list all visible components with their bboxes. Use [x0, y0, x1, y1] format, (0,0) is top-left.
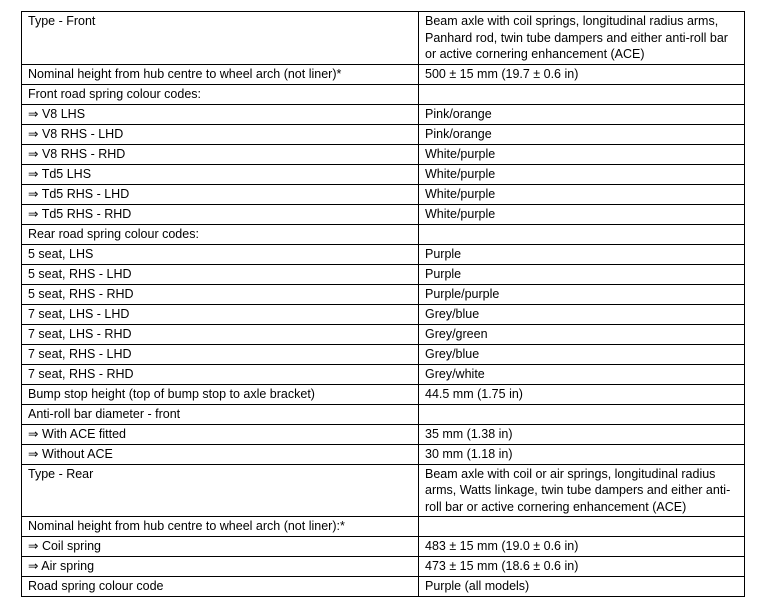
spec-value-cell: Grey/white	[419, 364, 745, 384]
spec-label-cell: Road spring colour code	[22, 577, 419, 597]
spec-value-cell: White/purple	[419, 184, 745, 204]
table-row	[22, 124, 745, 144]
spec-value-cell: Purple/purple	[419, 284, 745, 304]
spec-label-cell: Front road spring colour codes:	[22, 84, 419, 104]
spec-value-cell: Purple	[419, 244, 745, 264]
spec-label-cell: ⇒ Td5 LHS	[22, 164, 419, 184]
spec-value-cell: Grey/blue	[419, 344, 745, 364]
table-row	[22, 444, 745, 464]
table-row	[22, 324, 745, 344]
spec-value-cell: White/purple	[419, 164, 745, 184]
table-row	[22, 464, 745, 517]
spec-value-cell: White/purple	[419, 204, 745, 224]
table-row	[22, 12, 745, 65]
spec-value-cell: 483 ± 15 mm (19.0 ± 0.6 in)	[419, 537, 745, 557]
spec-value-cell: Purple (all models)	[419, 577, 745, 597]
table-row	[22, 204, 745, 224]
table-row	[22, 344, 745, 364]
spec-label-cell: ⇒ Td5 RHS - RHD	[22, 204, 419, 224]
spec-label-cell: 7 seat, LHS - LHD	[22, 304, 419, 324]
spec-label-cell: 7 seat, RHS - RHD	[22, 364, 419, 384]
spec-label-cell: ⇒ With ACE fitted	[22, 424, 419, 444]
spec-value-cell: White/purple	[419, 144, 745, 164]
table-row	[22, 224, 745, 244]
spec-label-cell: Nominal height from hub centre to wheel arch (not liner):*	[22, 517, 419, 537]
spec-label-cell: Type - Front	[22, 12, 419, 65]
table-row	[22, 537, 745, 557]
specification-table	[21, 11, 745, 597]
specification-table-body	[22, 12, 745, 597]
table-row	[22, 284, 745, 304]
table-row	[22, 144, 745, 164]
table-row	[22, 424, 745, 444]
table-row	[22, 557, 745, 577]
spec-value-cell: 44.5 mm (1.75 in)	[419, 384, 745, 404]
spec-value-cell: 473 ± 15 mm (18.6 ± 0.6 in)	[419, 557, 745, 577]
spec-label-cell: 5 seat, LHS	[22, 244, 419, 264]
spec-label-cell: ⇒ Coil spring	[22, 537, 419, 557]
spec-label-cell: ⇒ Without ACE	[22, 444, 419, 464]
spec-value-cell: Purple	[419, 264, 745, 284]
spec-label-cell: ⇒ Td5 RHS - LHD	[22, 184, 419, 204]
spec-value-cell: Beam axle with coil springs, longitudinal radius arms, Panhard rod, twin tube dampers and either anti-roll bar or active cornering enhancement (ACE)	[419, 12, 745, 65]
spec-value-cell: Beam axle with coil or air springs, longitudinal radius arms, Watts linkage, twin tube dampers and either anti-roll bar or active cornering enhancement (ACE)	[419, 464, 745, 517]
spec-label-cell: ⇒ V8 LHS	[22, 104, 419, 124]
spec-value-cell: Grey/green	[419, 324, 745, 344]
table-row	[22, 164, 745, 184]
table-row	[22, 384, 745, 404]
spec-label-cell: ⇒ Air spring	[22, 557, 419, 577]
spec-value-cell: Pink/orange	[419, 124, 745, 144]
spec-label-cell: Nominal height from hub centre to wheel arch (not liner)*	[22, 64, 419, 84]
spec-value-cell	[419, 517, 745, 537]
table-row	[22, 364, 745, 384]
spec-label-cell: 7 seat, RHS - LHD	[22, 344, 419, 364]
table-row	[22, 517, 745, 537]
spec-label-cell: Rear road spring colour codes:	[22, 224, 419, 244]
spec-label-cell: Type - Rear	[22, 464, 419, 517]
table-row	[22, 264, 745, 284]
table-row	[22, 244, 745, 264]
table-row	[22, 64, 745, 84]
table-row	[22, 577, 745, 597]
spec-label-cell: ⇒ V8 RHS - LHD	[22, 124, 419, 144]
spec-value-cell: Grey/blue	[419, 304, 745, 324]
spec-value-cell	[419, 224, 745, 244]
table-row	[22, 104, 745, 124]
spec-value-cell	[419, 84, 745, 104]
spec-label-cell: Anti-roll bar diameter - front	[22, 404, 419, 424]
spec-label-cell: Bump stop height (top of bump stop to axle bracket)	[22, 384, 419, 404]
spec-label-cell: 5 seat, RHS - RHD	[22, 284, 419, 304]
table-row	[22, 304, 745, 324]
spec-value-cell: Pink/orange	[419, 104, 745, 124]
spec-value-cell	[419, 404, 745, 424]
spec-value-cell: 500 ± 15 mm (19.7 ± 0.6 in)	[419, 64, 745, 84]
table-row	[22, 184, 745, 204]
spec-label-cell: ⇒ V8 RHS - RHD	[22, 144, 419, 164]
table-row	[22, 84, 745, 104]
spec-value-cell: 30 mm (1.18 in)	[419, 444, 745, 464]
spec-label-cell: 5 seat, RHS - LHD	[22, 264, 419, 284]
table-row	[22, 404, 745, 424]
spec-value-cell: 35 mm (1.38 in)	[419, 424, 745, 444]
spec-label-cell: 7 seat, LHS - RHD	[22, 324, 419, 344]
